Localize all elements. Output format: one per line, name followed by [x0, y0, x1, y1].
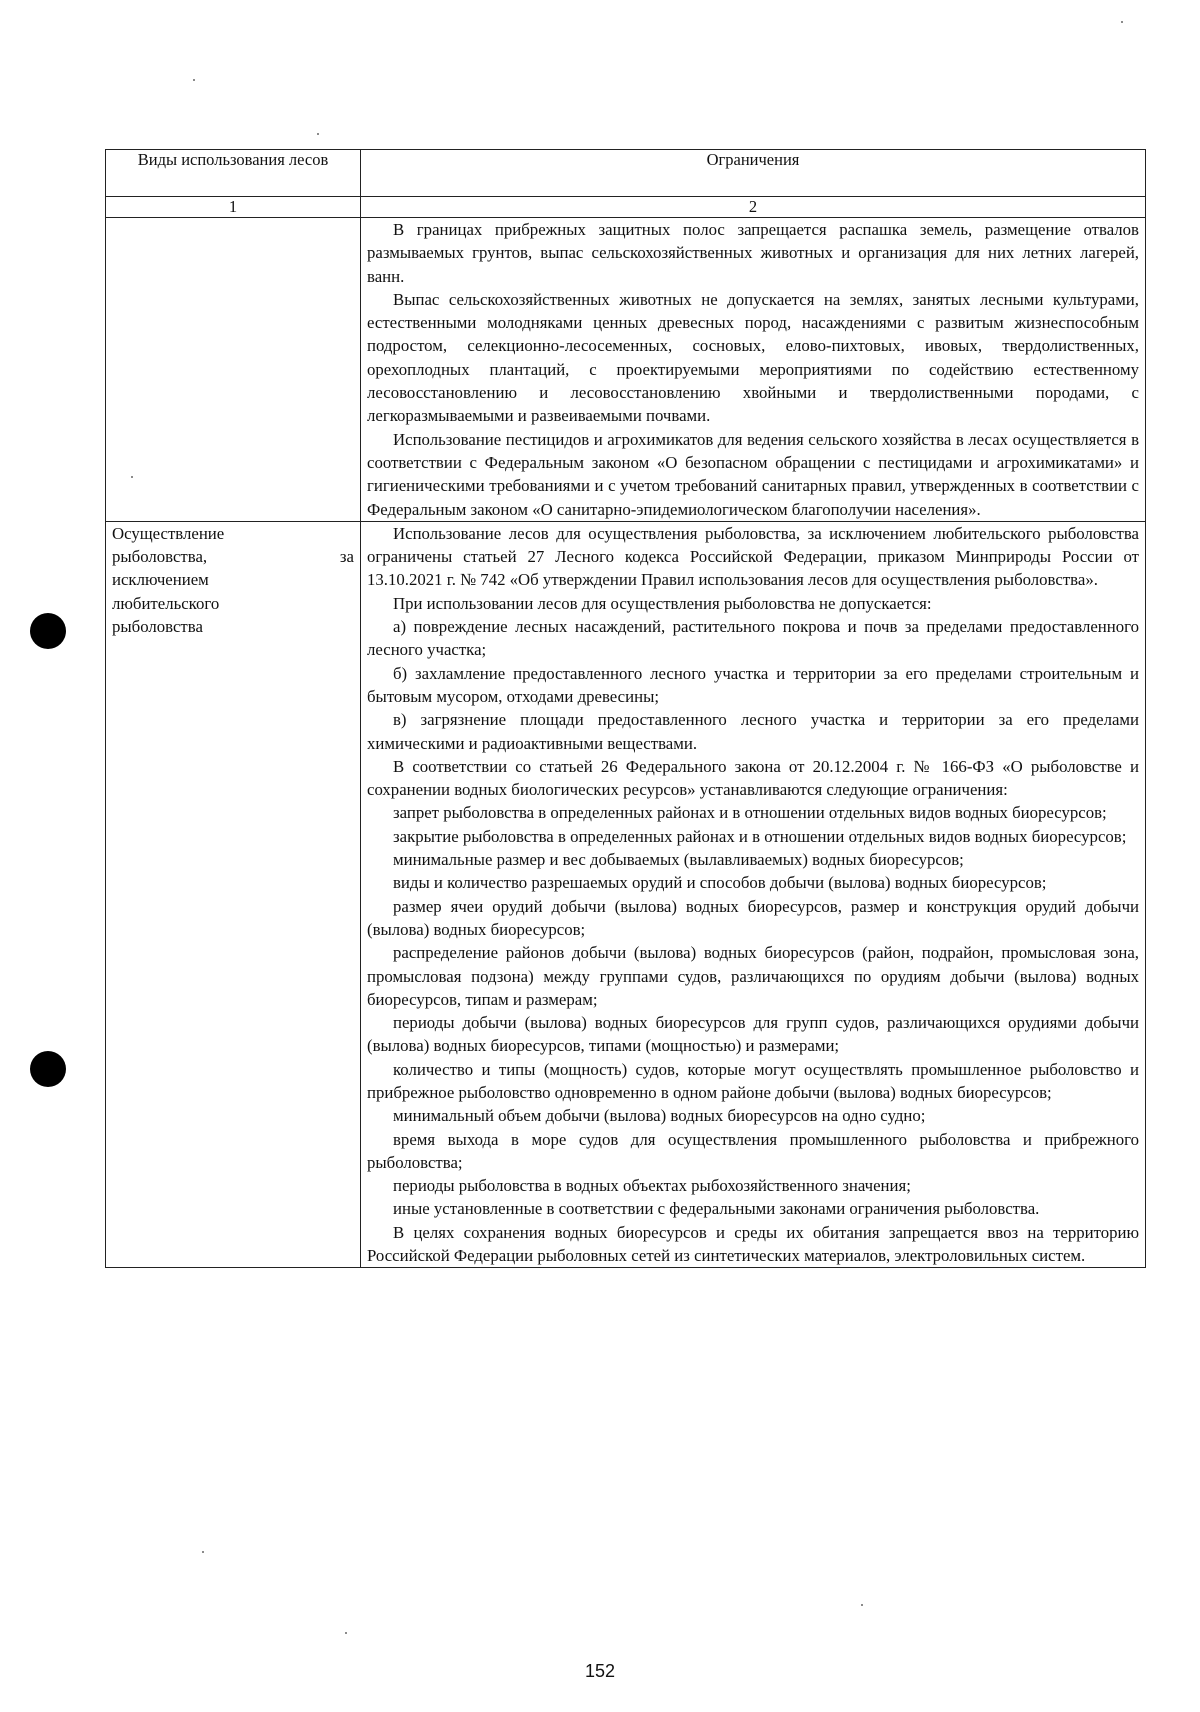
restriction-paragraph: распределение районов добычи (вылова) водных биоресурсов (район, подрайон, промысловая зона, промысловая подзона) между группами судов, различающихся по орудиям добычи (вылова) водных биоресурсов, типам и размерам; — [367, 943, 1139, 1009]
punch-hole-bottom — [30, 1051, 66, 1087]
forest-use-type-line — [112, 545, 354, 568]
restriction-paragraph: В границах прибрежных защитных полос запрещается распашка земель, размещение отвалов размываемых грунтов, выпас сельскохозяйственных животных и организация для них летних лагерей, ванн. — [367, 220, 1139, 286]
forest-use-type-line: рыболовства — [112, 617, 203, 637]
restriction-paragraph: Выпас сельскохозяйственных животных не допускается на землях, занятых лесными культурами, естественными молодняками ценных древесных пород, насаждениями с развитым жизнеспособным подростом, селекционно-лесосеменных, сосновых, елово-пихтовых, ивовых, твердолиственных, орехоплодных плантаций, с проектируемыми мероприятиями по содействию естественному лесовосстановлению и лесовосстановлению хвойными и твердолиственными породами, с легкоразмываемыми и развеиваемыми почвами. — [367, 289, 1139, 426]
forest-use-type-line: Осуществление — [112, 523, 225, 543]
restriction-paragraph: периоды добычи (вылова) водных биоресурсов для групп судов, различающихся орудиями добычи (вылова) водных биоресурсов, типами (мощностью) и размерами; — [367, 1013, 1139, 1056]
scan-speck — [1121, 21, 1123, 23]
restriction-paragraph: В соответствии со статьей 26 Федерального закона от 20.12.2004 г. № 166-ФЗ «О рыболовстве и сохранении водных биологических ресурсов» устанавливаются следующие ограничения: — [367, 756, 1139, 800]
restrictions-table — [105, 149, 1146, 1268]
restriction-paragraph: периоды рыболовства в водных объектах рыбохозяйственного значения; — [393, 1176, 911, 1196]
restriction-paragraph: время выхода в море судов для осуществления промышленного рыболовства и прибрежного рыболовства; — [367, 1129, 1139, 1172]
restriction-paragraph: б) захламление предоставленного лесного участка и территории за его пределами строительным и бытовым мусором, отходами древесины; — [367, 663, 1139, 706]
restriction-paragraph: закрытие рыболовства в определенных районах и в отношении отдельных видов водных биоресурсов; — [393, 826, 1127, 846]
table-header-row — [106, 150, 1146, 197]
restriction-paragraph: В целях сохранения водных биоресурсов и среды их обитания запрещается ввоз на территорию Российской Федерации рыболовных сетей из синтетических материалов, электроловильных систем. — [367, 1222, 1139, 1266]
forest-use-type-word: рыболовства, — [112, 547, 208, 567]
forest-use-type-line: любительского — [112, 593, 220, 613]
restriction-paragraph: При использовании лесов для осуществления рыболовства не допускается: — [393, 593, 932, 613]
restriction-paragraph: количество и типы (мощность) судов, которые могут осуществлять промышленное рыболовство и прибрежное рыболовство одновременно в одном районе добычи (вылова) водных биоресурсов; — [367, 1059, 1139, 1102]
column-number-1: 1 — [106, 197, 361, 218]
restriction-paragraph: минимальный объем добычи (вылова) водных биоресурсов на одно судно; — [393, 1106, 926, 1126]
table-row — [106, 218, 1146, 522]
restriction-paragraph: виды и количество разрешаемых орудий и способов добычи (вылова) водных биоресурсов; — [393, 873, 1047, 893]
restriction-paragraph: Использование пестицидов и агрохимикатов для ведения сельского хозяйства в лесах осуществляется в соответствии с Федеральным законом «О безопасном обращении с пестицидами и агрохимикатами» и гигиеническими требованиями и с учетом требований санитарных правил, утвержденных в соответствии с Федеральным законом «О санитарно-эпидемиологическом благополучии населения». — [367, 429, 1139, 519]
table-row — [106, 521, 1146, 1268]
forest-use-type-cell — [106, 218, 361, 522]
restrictions-cell — [361, 521, 1146, 1268]
scan-speck — [193, 79, 195, 81]
punch-hole-top — [30, 613, 66, 649]
scan-speck — [202, 1551, 204, 1553]
restriction-paragraph: размер ячеи орудий добычи (вылова) водных биоресурсов, размер и конструкция орудий добычи (вылова) водных биоресурсов; — [367, 896, 1139, 939]
column-number-2: 2 — [361, 197, 1146, 218]
scan-speck — [861, 1604, 863, 1606]
restriction-paragraph: а) повреждение лесных насаждений, растительного покрова и почв за пределами предоставленного лесного участка; — [367, 617, 1139, 660]
restriction-paragraph: Использование лесов для осуществления рыболовства, за исключением любительского рыболовства ограничены статьей 27 Лесного кодекса Российской Федерации, приказом Минприроды России от 13.10.2021 г. № 742 «Об утверждении Правил использования лесов для осуществления рыболовства». — [367, 523, 1139, 590]
restriction-paragraph: запрет рыболовства в определенных районах и в отношении отдельных видов водных биоресурсов; — [393, 803, 1107, 823]
scan-speck — [345, 1632, 347, 1634]
column-number-row — [106, 197, 1146, 218]
forest-use-type-cell — [106, 521, 361, 1268]
header-forest-use-types: Виды использования лесов — [106, 150, 361, 197]
restriction-paragraph: иные установленные в соответствии с федеральными законами ограничения рыболовства. — [393, 1199, 1040, 1219]
restrictions-cell — [361, 218, 1146, 522]
header-restrictions: Ограничения — [361, 150, 1146, 197]
forest-use-type-line: исключением — [112, 570, 209, 590]
scan-speck — [317, 133, 319, 135]
forest-use-type-word: за — [339, 547, 354, 567]
page-number: 152 — [584, 1661, 616, 1681]
restriction-paragraph: в) загрязнение площади предоставленного лесного участка и территории за его пределами химическими и радиоактивными веществами. — [367, 710, 1139, 753]
restriction-paragraph: минимальные размер и вес добываемых (вылавливаемых) водных биоресурсов; — [393, 850, 964, 870]
